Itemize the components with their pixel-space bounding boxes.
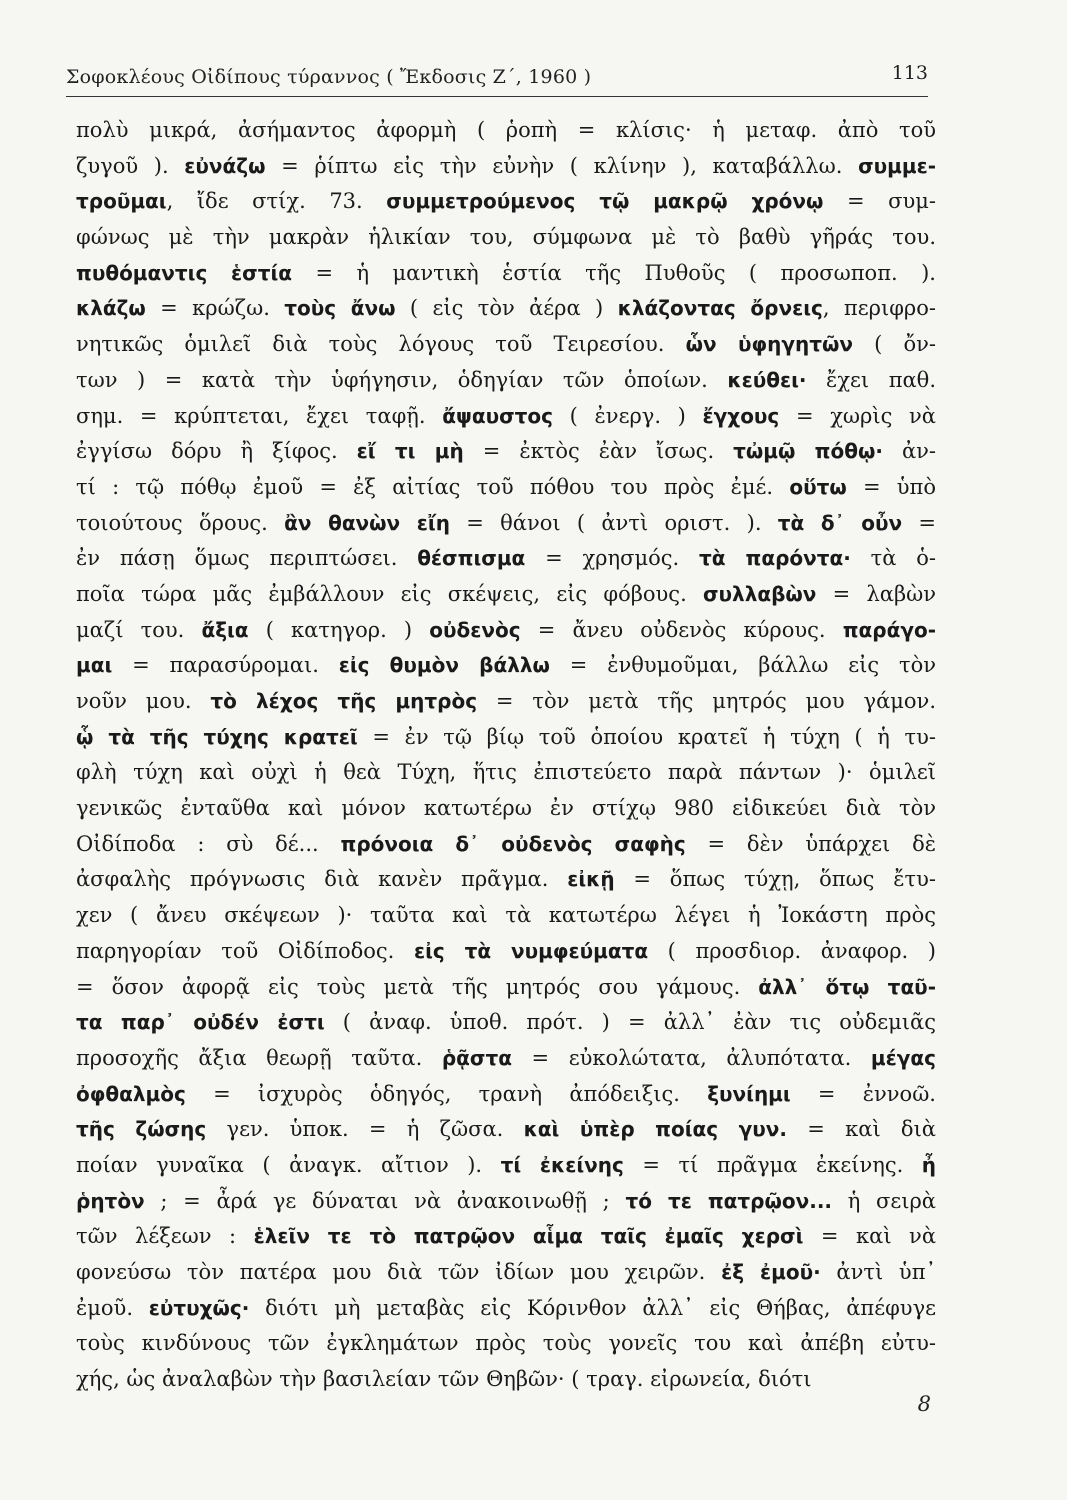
text-line xyxy=(76,1184,936,1220)
text-line xyxy=(76,1219,936,1255)
gloss-text: = xyxy=(902,510,936,535)
gloss-text: = ἄνευ οὐδενὸς κύρους. xyxy=(520,617,843,642)
lemma-term: εἰς θυμὸν βάλλω xyxy=(338,653,550,678)
text-line xyxy=(76,898,936,934)
text-line xyxy=(76,755,936,791)
text-line xyxy=(76,1362,936,1398)
running-head xyxy=(66,62,928,92)
running-title: Σοφοκλέους Οἰδίπους τύραννος ( Ἔκδοσις Ζ΄, 1960 ) xyxy=(66,66,592,88)
lemma-term: ἦ xyxy=(921,1152,936,1177)
gloss-text: ἀν- xyxy=(882,439,936,464)
text-line xyxy=(76,1291,936,1327)
gloss-text: χεν ( ἄνευ σκέψεων )· ταῦτα καὶ τὰ κατωτέρω λέγει ἡ Ἰοκάστη πρὸς xyxy=(76,903,936,928)
lemma-term: θέσπισμα xyxy=(417,546,526,571)
lemma-term: τὰ παρόντα· xyxy=(698,546,851,571)
gloss-text: = ἐννοῶ. xyxy=(790,1081,936,1106)
gloss-text: ἐγγίσω δόρυ ἢ ξίφος. xyxy=(76,439,357,464)
gloss-text: τῶν λέξεων : xyxy=(76,1224,254,1249)
text-line xyxy=(76,862,936,898)
text-line xyxy=(76,327,936,363)
text-line xyxy=(76,613,936,649)
gloss-text: γενικῶς ἐνταῦθα καὶ μόνον κατωτέρω ἐν στίχῳ 980 εἰδικεύει διὰ τὸν xyxy=(76,796,936,821)
text-line xyxy=(76,470,936,506)
gloss-text: τὰ ὁ- xyxy=(850,546,936,571)
header-rule xyxy=(66,96,928,97)
lemma-term: τροῦμαι xyxy=(76,189,167,214)
commentary-text xyxy=(76,113,936,1398)
gloss-text: τοιούτους ὅρους. xyxy=(76,510,285,535)
gloss-text: παρηγορίαν τοῦ Οἰδίποδος. xyxy=(76,938,414,963)
lemma-term: ἂν θανὼν εἴη xyxy=(284,510,450,535)
gloss-text: = χρησμός. xyxy=(525,546,699,571)
gloss-text: = λαβὼν xyxy=(816,581,936,606)
gloss-text: ποῖα τώρα μᾶς ἐμβάλλουν εἰς σκέψεις, εἰς φόβους. xyxy=(76,581,703,606)
lemma-term: τὸ λέχος τῆς μητρὸς xyxy=(210,689,478,713)
lemma-term: εἰς τὰ νυμφεύματα xyxy=(413,938,649,963)
text-line xyxy=(76,827,936,863)
gloss-text: ἀσφαλὴς πρόγνωσις διὰ κανὲν πρᾶγμα. xyxy=(76,867,568,892)
gloss-text: ἀντὶ ὑπ᾽ xyxy=(820,1260,936,1284)
text-line xyxy=(76,184,936,220)
lemma-term: μαι xyxy=(76,653,113,678)
lemma-term: εὐνάζω xyxy=(184,153,266,178)
gloss-text: διότι μὴ μεταβὰς εἰς Κόρινθον ἀλλ᾽ εἰς Θήβας, ἀπέφυγε xyxy=(249,1295,936,1320)
lemma-term: οὐδενὸς xyxy=(429,617,521,642)
lemma-term: συμμετρούμενος τῷ μακρῷ χρόνῳ xyxy=(386,189,824,214)
gloss-text: ποίαν γυναῖκα ( ἀναγκ. αἴτιον ). xyxy=(76,1152,501,1177)
lemma-term: συμμε- xyxy=(858,153,936,178)
gloss-text: ( κατηγορ. ) xyxy=(248,617,430,642)
lemma-term: καὶ ὑπὲρ ποίας γυν. xyxy=(523,1117,788,1142)
text-line xyxy=(76,149,936,185)
gloss-text: = ἡ μαντικὴ ἑστία τῆς Πυθοῦς ( προσωποπ. ). xyxy=(292,260,936,285)
text-line xyxy=(76,791,936,827)
text-line xyxy=(76,1005,936,1041)
lemma-term: τί ἐκείνης xyxy=(500,1152,624,1177)
gloss-text: ( προσδιορ. ἀναφορ. ) xyxy=(648,938,936,963)
gloss-text: = ὅσον ἀφορᾷ εἰς τοὺς μετὰ τῆς μητρός σου γάμους. xyxy=(76,974,759,999)
gloss-text: = παρασύρομαι. xyxy=(112,653,339,678)
lemma-term: κλάζω xyxy=(76,296,146,321)
lemma-term: ῥᾷστα xyxy=(441,1045,512,1070)
page-number: 113 xyxy=(891,62,928,84)
gloss-text: = συμ- xyxy=(823,189,936,214)
text-line xyxy=(76,113,936,149)
text-line xyxy=(76,970,936,1006)
lemma-term: ξυνίημι xyxy=(707,1081,791,1106)
gloss-text: = ἐκτὸς ἐὰν ἴσως. xyxy=(463,439,734,464)
text-line xyxy=(76,506,936,542)
text-line xyxy=(76,291,936,327)
gloss-text: , ἴδε στίχ. 73. xyxy=(166,189,387,214)
gloss-text: φονεύσω τὸν πατέρα μου διὰ τῶν ἰδίων μου χειρῶν. xyxy=(76,1260,722,1284)
lemma-term: εἰκῇ xyxy=(567,867,615,892)
lemma-term: τοὺς ἄνω xyxy=(284,296,396,321)
gloss-text: ; = ἆρά γε δύναται νὰ ἀνακοινωθῇ ; xyxy=(144,1188,626,1213)
gloss-text: = τὸν μετὰ τῆς μητρός μου γάμον. xyxy=(477,689,936,713)
gloss-text: = ἐνθυμοῦμαι, βάλλω εἰς τὸν xyxy=(549,653,936,678)
gloss-text: = ἐν τῷ βίῳ τοῦ ὁποίου κρατεῖ ἡ τύχη ( ἡ τυ- xyxy=(357,724,936,749)
lemma-term: συλλαβὼν xyxy=(702,581,817,606)
text-line xyxy=(76,220,936,256)
lemma-term: ῥητὸν xyxy=(76,1188,145,1213)
gloss-text: νοῦν μου. xyxy=(76,689,211,713)
text-line xyxy=(76,577,936,613)
lemma-term: τό τε πατρῷον... xyxy=(625,1188,833,1213)
gloss-text: γεν. ὑποκ. = ἡ ζῶσα. xyxy=(206,1117,524,1142)
lemma-term: ἄξια xyxy=(201,617,249,642)
gloss-text: πολὺ μικρά, ἀσήμαντος ἀφορμὴ ( ῥοπὴ = κλίσις· ἡ μεταφ. ἀπὸ τοῦ xyxy=(76,118,936,142)
lemma-term: οὕτω xyxy=(789,474,847,499)
lemma-term: ὧν ὑφηγητῶν xyxy=(685,332,854,357)
text-line xyxy=(76,541,936,577)
text-line xyxy=(76,363,936,399)
gloss-text: σημ. = κρύπτεται, ἔχει ταφῇ. xyxy=(76,403,443,428)
lemma-term: μέγας xyxy=(870,1045,936,1070)
gloss-text: = ὑπὸ xyxy=(846,474,936,499)
gloss-text: φώνως μὲ τὴν μακρὰν ἡλικίαν του, σύμφωνα μὲ τὸ βαθὺ γῆράς του. xyxy=(76,225,936,250)
gloss-text: = καὶ διὰ xyxy=(787,1117,936,1142)
gloss-text: ( εἰς τὸν ἀέρα ) xyxy=(395,296,618,321)
gloss-text: Οἰδίποδα : σὺ δέ... xyxy=(76,831,341,856)
gloss-text: των ) = κατὰ τὴν ὑφήγησιν, ὁδηγίαν τῶν ὁποίων. xyxy=(76,367,728,392)
lemma-term: τῆς ζώσης xyxy=(76,1117,207,1142)
gloss-text: προσοχῆς ἄξια θεωρῇ ταῦτα. xyxy=(76,1045,442,1070)
lemma-term: παράγο- xyxy=(842,617,936,642)
gloss-text: ἔχει παθ. xyxy=(806,367,936,392)
gloss-text: ἐμοῦ. xyxy=(76,1295,149,1320)
lemma-term: ᾧ τὰ τῆς τύχης κρατεῖ xyxy=(76,724,358,749)
gloss-text: ζυγοῦ ). xyxy=(76,153,185,178)
text-line xyxy=(76,934,936,970)
gloss-text: τί : τῷ πόθῳ ἐμοῦ = ἐξ αἰτίας τοῦ πόθου του πρὸς ἐμέ. xyxy=(76,474,790,499)
lemma-term: κεύθει· xyxy=(727,367,807,392)
lemma-term: ἀλλ᾽ ὅτῳ ταῦ- xyxy=(758,974,936,999)
lemma-term: πυθόμαντις ἑστία xyxy=(76,260,293,285)
gloss-text: = δὲν ὑπάρχει δὲ xyxy=(685,831,936,856)
lemma-term: τὠμῷ πόθῳ· xyxy=(733,439,883,464)
text-line xyxy=(76,648,936,684)
gloss-text: μαζί του. xyxy=(76,617,202,642)
gloss-text: ( ὄν- xyxy=(853,332,936,357)
text-line xyxy=(76,1112,936,1148)
gloss-text: ( ἐνεργ. ) xyxy=(553,403,703,428)
lemma-term: εἴ τι μὴ xyxy=(356,439,464,464)
lemma-term: ὀφθαλμὸς xyxy=(76,1081,186,1106)
gloss-text: χής, ὡς ἀναλαβὼν τὴν βασιλείαν τῶν Θηβῶν· ( τραγ. εἰρωνεία, διότι xyxy=(76,1367,812,1392)
text-line xyxy=(76,1255,936,1291)
gloss-text: = ὅπως τύχῃ, ὅπως ἔτυ- xyxy=(614,867,936,892)
text-line xyxy=(76,434,936,470)
text-line xyxy=(76,399,936,435)
gloss-text: ( ἀναφ. ὑποθ. πρότ. ) = ἀλλ᾽ ἐὰν τις οὐδεμιᾶς xyxy=(324,1010,936,1035)
gloss-text: = θάνοι ( ἀντὶ οριστ. ). xyxy=(449,510,778,535)
gloss-text: ἐν πάσῃ ὅμως περιπτώσει. xyxy=(76,546,418,571)
gloss-text: = εὐκολώτατα, ἀλυπότατα. xyxy=(511,1045,871,1070)
lemma-term: ἄψαυστος xyxy=(442,403,554,428)
gloss-text: = καὶ νὰ xyxy=(803,1224,936,1249)
text-line xyxy=(76,1326,936,1362)
text-line xyxy=(76,720,936,756)
text-line xyxy=(76,684,936,720)
text-line xyxy=(76,1077,936,1113)
gloss-text: = ἰσχυρὸς ὁδηγός, τρανὴ ἀπόδειξις. xyxy=(185,1081,708,1106)
lemma-term: ἐξ ἐμοῦ· xyxy=(721,1260,821,1284)
lemma-term: πρόνοια δ᾽ οὐδενὸς σαφὴς xyxy=(340,831,686,856)
lemma-term: τα παρ᾽ οὐδέν ἐστι xyxy=(76,1010,325,1035)
lemma-term: ἑλεῖν τε τὸ πατρῷον αἷμα ταῖς ἐμαῖς χερσὶ xyxy=(253,1224,804,1249)
gloss-text: ἡ σειρὰ xyxy=(832,1188,936,1213)
lemma-term: εὐτυχῶς· xyxy=(148,1295,250,1320)
gloss-text: τοὺς κινδύνους τῶν ἐγκλημάτων πρὸς τοὺς γονεῖς του καὶ ἀπέβη εὐτυ- xyxy=(76,1331,936,1356)
text-line xyxy=(76,1148,936,1184)
text-line xyxy=(76,1041,936,1077)
lemma-term: ἔγχους xyxy=(702,403,780,428)
gloss-text: φλὴ τύχη καὶ οὐχὶ ἡ θεὰ Τύχη, ἥτις ἐπιστεύετο παρὰ πάντων )· ὁμιλεῖ xyxy=(76,760,936,785)
gloss-text: = ῥίπτω εἰς τὴν εὐνὴν ( κλίνην ), καταβάλλω. xyxy=(265,153,859,178)
text-line xyxy=(76,256,936,292)
lemma-term: τὰ δ᾽ οὖν xyxy=(777,510,903,535)
gloss-text: , περιφρο- xyxy=(822,296,936,321)
gloss-text: = τί πρᾶγμα ἐκείνης. xyxy=(623,1152,922,1177)
lemma-term: κλάζοντας ὄρνεις xyxy=(617,296,823,321)
printer-signature-mark: 8 xyxy=(917,1392,931,1416)
gloss-text: = κρώζω. xyxy=(145,296,285,321)
gloss-text: νητικῶς ὁμιλεῖ διὰ τοὺς λόγους τοῦ Τειρεσίου. xyxy=(76,332,686,357)
gloss-text: = χωρὶς νὰ xyxy=(779,403,936,428)
